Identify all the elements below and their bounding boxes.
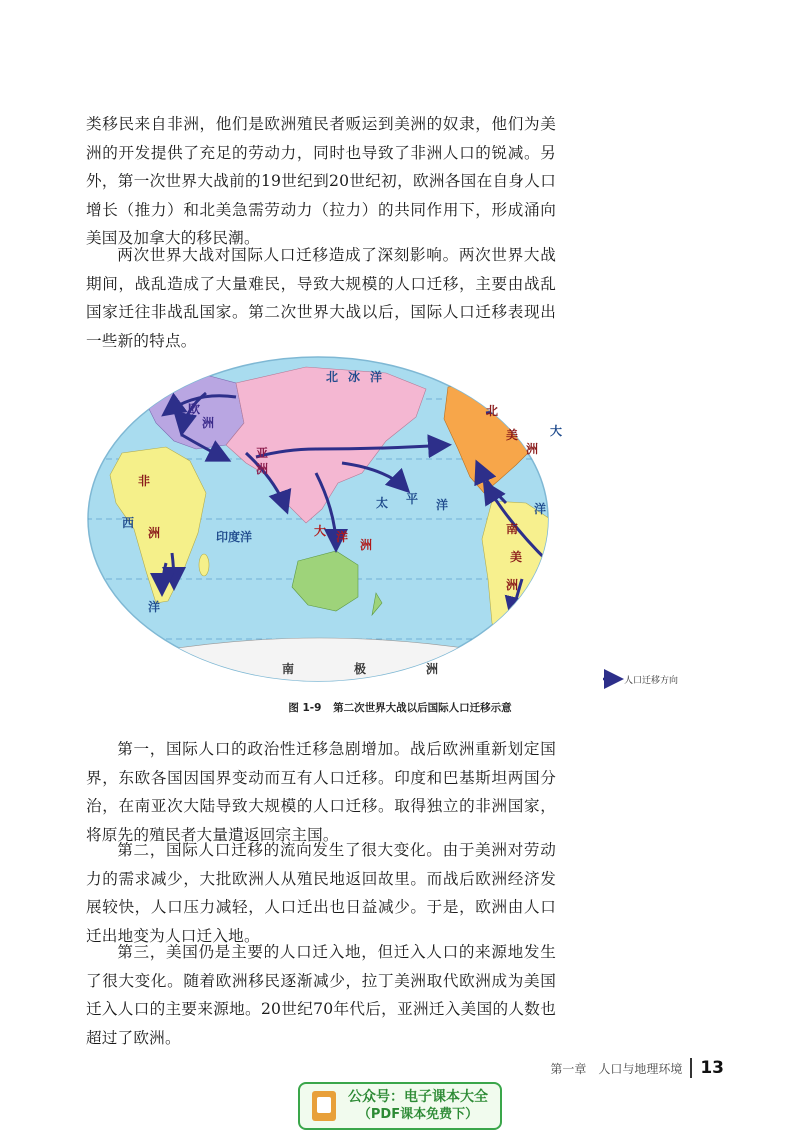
label-atlantic-w-1: 西	[122, 516, 135, 530]
label-arctic-2: 冰	[348, 370, 361, 384]
label-asia-2: 洲	[256, 462, 269, 476]
label-atlantic-e-2: 洋	[534, 502, 547, 516]
paragraph-5: 第三，美国仍是主要的人口迁入地，但迁入人口的来源地发生了很大变化。随着欧洲移民逐渐减少，拉丁美洲取代欧洲成为美国迁入人口的主要来源地。20世纪70年代后，亚洲迁入美国的人数也超过了欧洲。	[86, 943, 556, 1047]
paragraph-4: 第二，国际人口迁移的流向发生了很大变化。由于美洲对劳动力的需求减少，大批欧洲人从殖民地返回故里。而战后欧洲经济发展较快，人口压力减轻，人口迁出也日益减少。于是，欧洲由人口迁出地变为人口迁入地。	[86, 841, 556, 945]
page-number: 13	[700, 1058, 724, 1078]
antarctica-shape	[146, 638, 496, 693]
label-sa-1: 南	[506, 522, 519, 536]
label-oceania-1: 大	[314, 524, 327, 538]
label-sa-3: 洲	[506, 578, 519, 592]
chapter-title: 第一章 人口与地理环境	[550, 1061, 683, 1076]
label-oceania-2: 洋	[336, 530, 349, 544]
label-asia-1: 亚	[256, 446, 269, 460]
badge-line-2: （PDF课本免费下）	[357, 1107, 479, 1122]
paragraph-3: 第一，国际人口的政治性迁移急剧增加。战后欧洲重新划定国界，东欧各国因国界变动而互有人口迁移。印度和巴基斯坦两国分治，在南亚次大陆导致大规模的人口迁移。取得独立的非洲国家，将原先的殖民者大量遣返回宗主国。	[86, 740, 556, 844]
label-pacific-1: 太	[376, 496, 389, 510]
figure-title: 第二次世界大战以后国际人口迁移示意	[333, 702, 512, 714]
world-migration-map	[86, 353, 706, 693]
label-europe-2: 洲	[202, 416, 215, 430]
legend-label: 人口迁移方向	[624, 676, 679, 686]
label-pacific-2: 平	[406, 492, 419, 506]
figure-number: 图 1-9	[288, 702, 322, 714]
label-antarctica-1: 南	[282, 662, 295, 676]
label-africa-2: 洲	[148, 526, 161, 540]
watermark-badge	[298, 1082, 502, 1130]
paragraph-1: 类移民来自非洲，他们是欧洲殖民者贩运到美洲的奴隶，他们为美洲的开发提供了充足的劳动力，同时也导致了非洲人口的锐减。另外，第一次世界大战前的19世纪到20世纪初，欧洲各国在自身人口增长（推力）和北美急需劳动力（拉力）的共同作用下，形成涌向美国及加拿大的移民潮。	[86, 115, 556, 248]
paragraph-2: 两次世界大战对国际人口迁移造成了深刻影响。两次世界大战期间，战乱造成了大量难民，导致大规模的人口迁移，主要由战乱国家迁往非战乱国家。第二次世界大战以后，国际人口迁移表现出一些新的特点。	[86, 246, 556, 350]
label-na-3: 洲	[526, 442, 539, 456]
map-legend	[603, 674, 678, 686]
label-sa-2: 美	[510, 550, 523, 564]
label-pacific-3: 洋	[436, 498, 449, 512]
page-footer	[550, 1058, 724, 1078]
south-america-shape	[482, 501, 556, 643]
book-icon	[312, 1091, 336, 1121]
label-arctic-1: 北	[326, 370, 339, 384]
label-na-2: 美	[506, 428, 519, 442]
label-indian-ocean: 印度洋	[216, 530, 253, 544]
footer-divider	[690, 1058, 692, 1078]
label-antarctica-3: 洲	[426, 662, 439, 676]
label-antarctica-2: 极	[354, 662, 367, 676]
label-atlantic-w-2: 洋	[148, 600, 161, 614]
label-oceania-3: 洲	[360, 538, 373, 552]
label-atlantic-e-1: 大	[550, 424, 563, 438]
label-na-1: 北	[486, 404, 499, 418]
figure-caption	[0, 700, 800, 715]
label-africa-1: 非	[138, 474, 151, 488]
label-europe-1: 欧	[188, 402, 201, 416]
label-arctic-3: 洋	[370, 370, 383, 384]
badge-line-1: 公众号：电子课本大全	[348, 1089, 488, 1105]
